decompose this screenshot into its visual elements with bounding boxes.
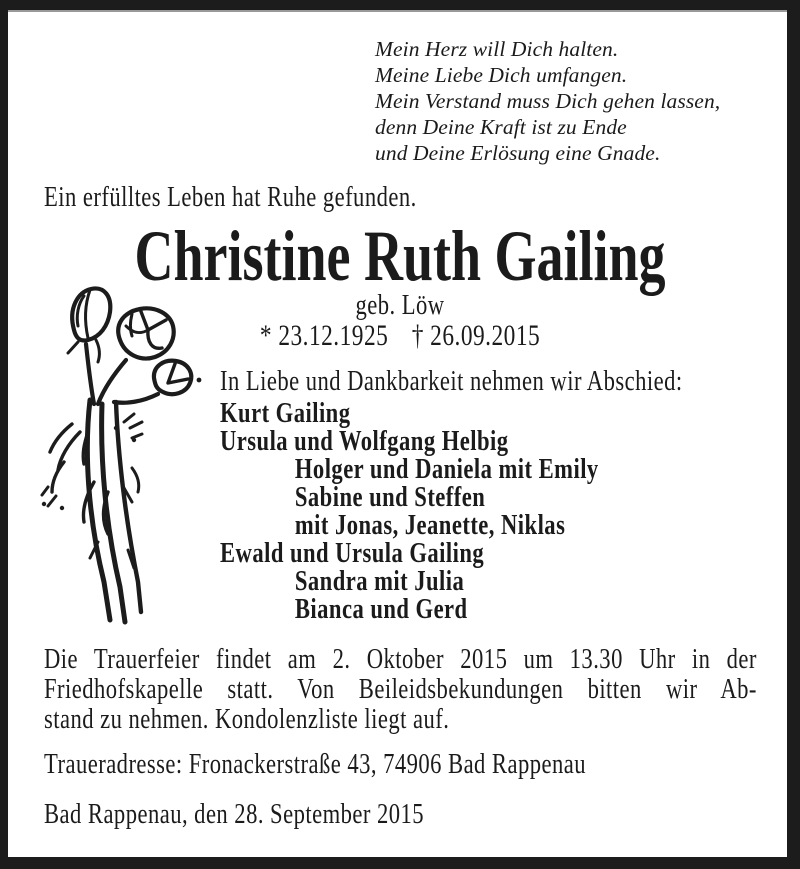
mourner-name: Sandra mit Julia	[294, 565, 465, 597]
poem-line: Mein Herz will Dich halten.	[375, 37, 619, 61]
intro-line: Ein erfülltes Leben hat Ruhe gefunden.	[44, 181, 417, 213]
mourners-list	[220, 399, 599, 623]
funeral-line: stand zu nehmen. Kondolenzliste liegt auf.	[44, 703, 450, 735]
deceased-name: Christine Ruth Gailing	[134, 216, 666, 296]
mourner-name: Bianca und Gerd	[294, 593, 468, 625]
frame-border-top	[0, 0, 800, 10]
poem-line: Meine Liebe Dich umfangen.	[375, 63, 628, 87]
frame-border-right	[787, 0, 800, 869]
frame-border-left	[0, 0, 8, 869]
farewell-line: In Liebe und Dankbarkeit nehmen wir Abschied:	[220, 365, 683, 397]
frame-accent-line	[8, 10, 787, 12]
mourner-name: Ursula und Wolfgang Helbig	[220, 425, 509, 457]
maiden-name: geb. Löw	[355, 289, 445, 321]
memorial-poem	[375, 36, 720, 166]
place-date-line: Bad Rappenau, den 28. September 2015	[44, 798, 425, 830]
mourner-name: mit Jonas, Jeanette, Niklas	[294, 509, 566, 541]
condolence-address: Traueradresse: Fronackerstraße 43, 74906 Bad Rappenau	[44, 748, 587, 780]
roses-sketch-icon	[28, 282, 215, 630]
mourner-name: Ewald und Ursula Gailing	[220, 537, 485, 569]
funeral-details	[44, 644, 757, 734]
roses-illustration	[28, 282, 215, 630]
poem-line: Mein Verstand muss Dich gehen lassen,	[375, 89, 721, 113]
mourner-name: Kurt Gailing	[220, 397, 351, 429]
frame-border-bottom	[0, 857, 800, 869]
poem-line: und Deine Erlösung eine Gnade.	[375, 141, 661, 165]
mourner-name: Holger und Daniela mit Emily	[294, 453, 599, 485]
mourner-name: Sabine und Steffen	[294, 481, 486, 513]
funeral-line: Friedhofskapelle statt. Von Beileidsbekundungen bitten wir Ab-	[44, 673, 757, 705]
birth-date: * 23.12.1925	[259, 319, 389, 352]
death-date: † 26.09.2015	[411, 319, 541, 352]
poem-line: denn Deine Kraft ist zu Ende	[375, 115, 627, 139]
funeral-line: Die Trauerfeier findet am 2. Oktober 2015 um 13.30 Uhr in der	[44, 643, 757, 675]
